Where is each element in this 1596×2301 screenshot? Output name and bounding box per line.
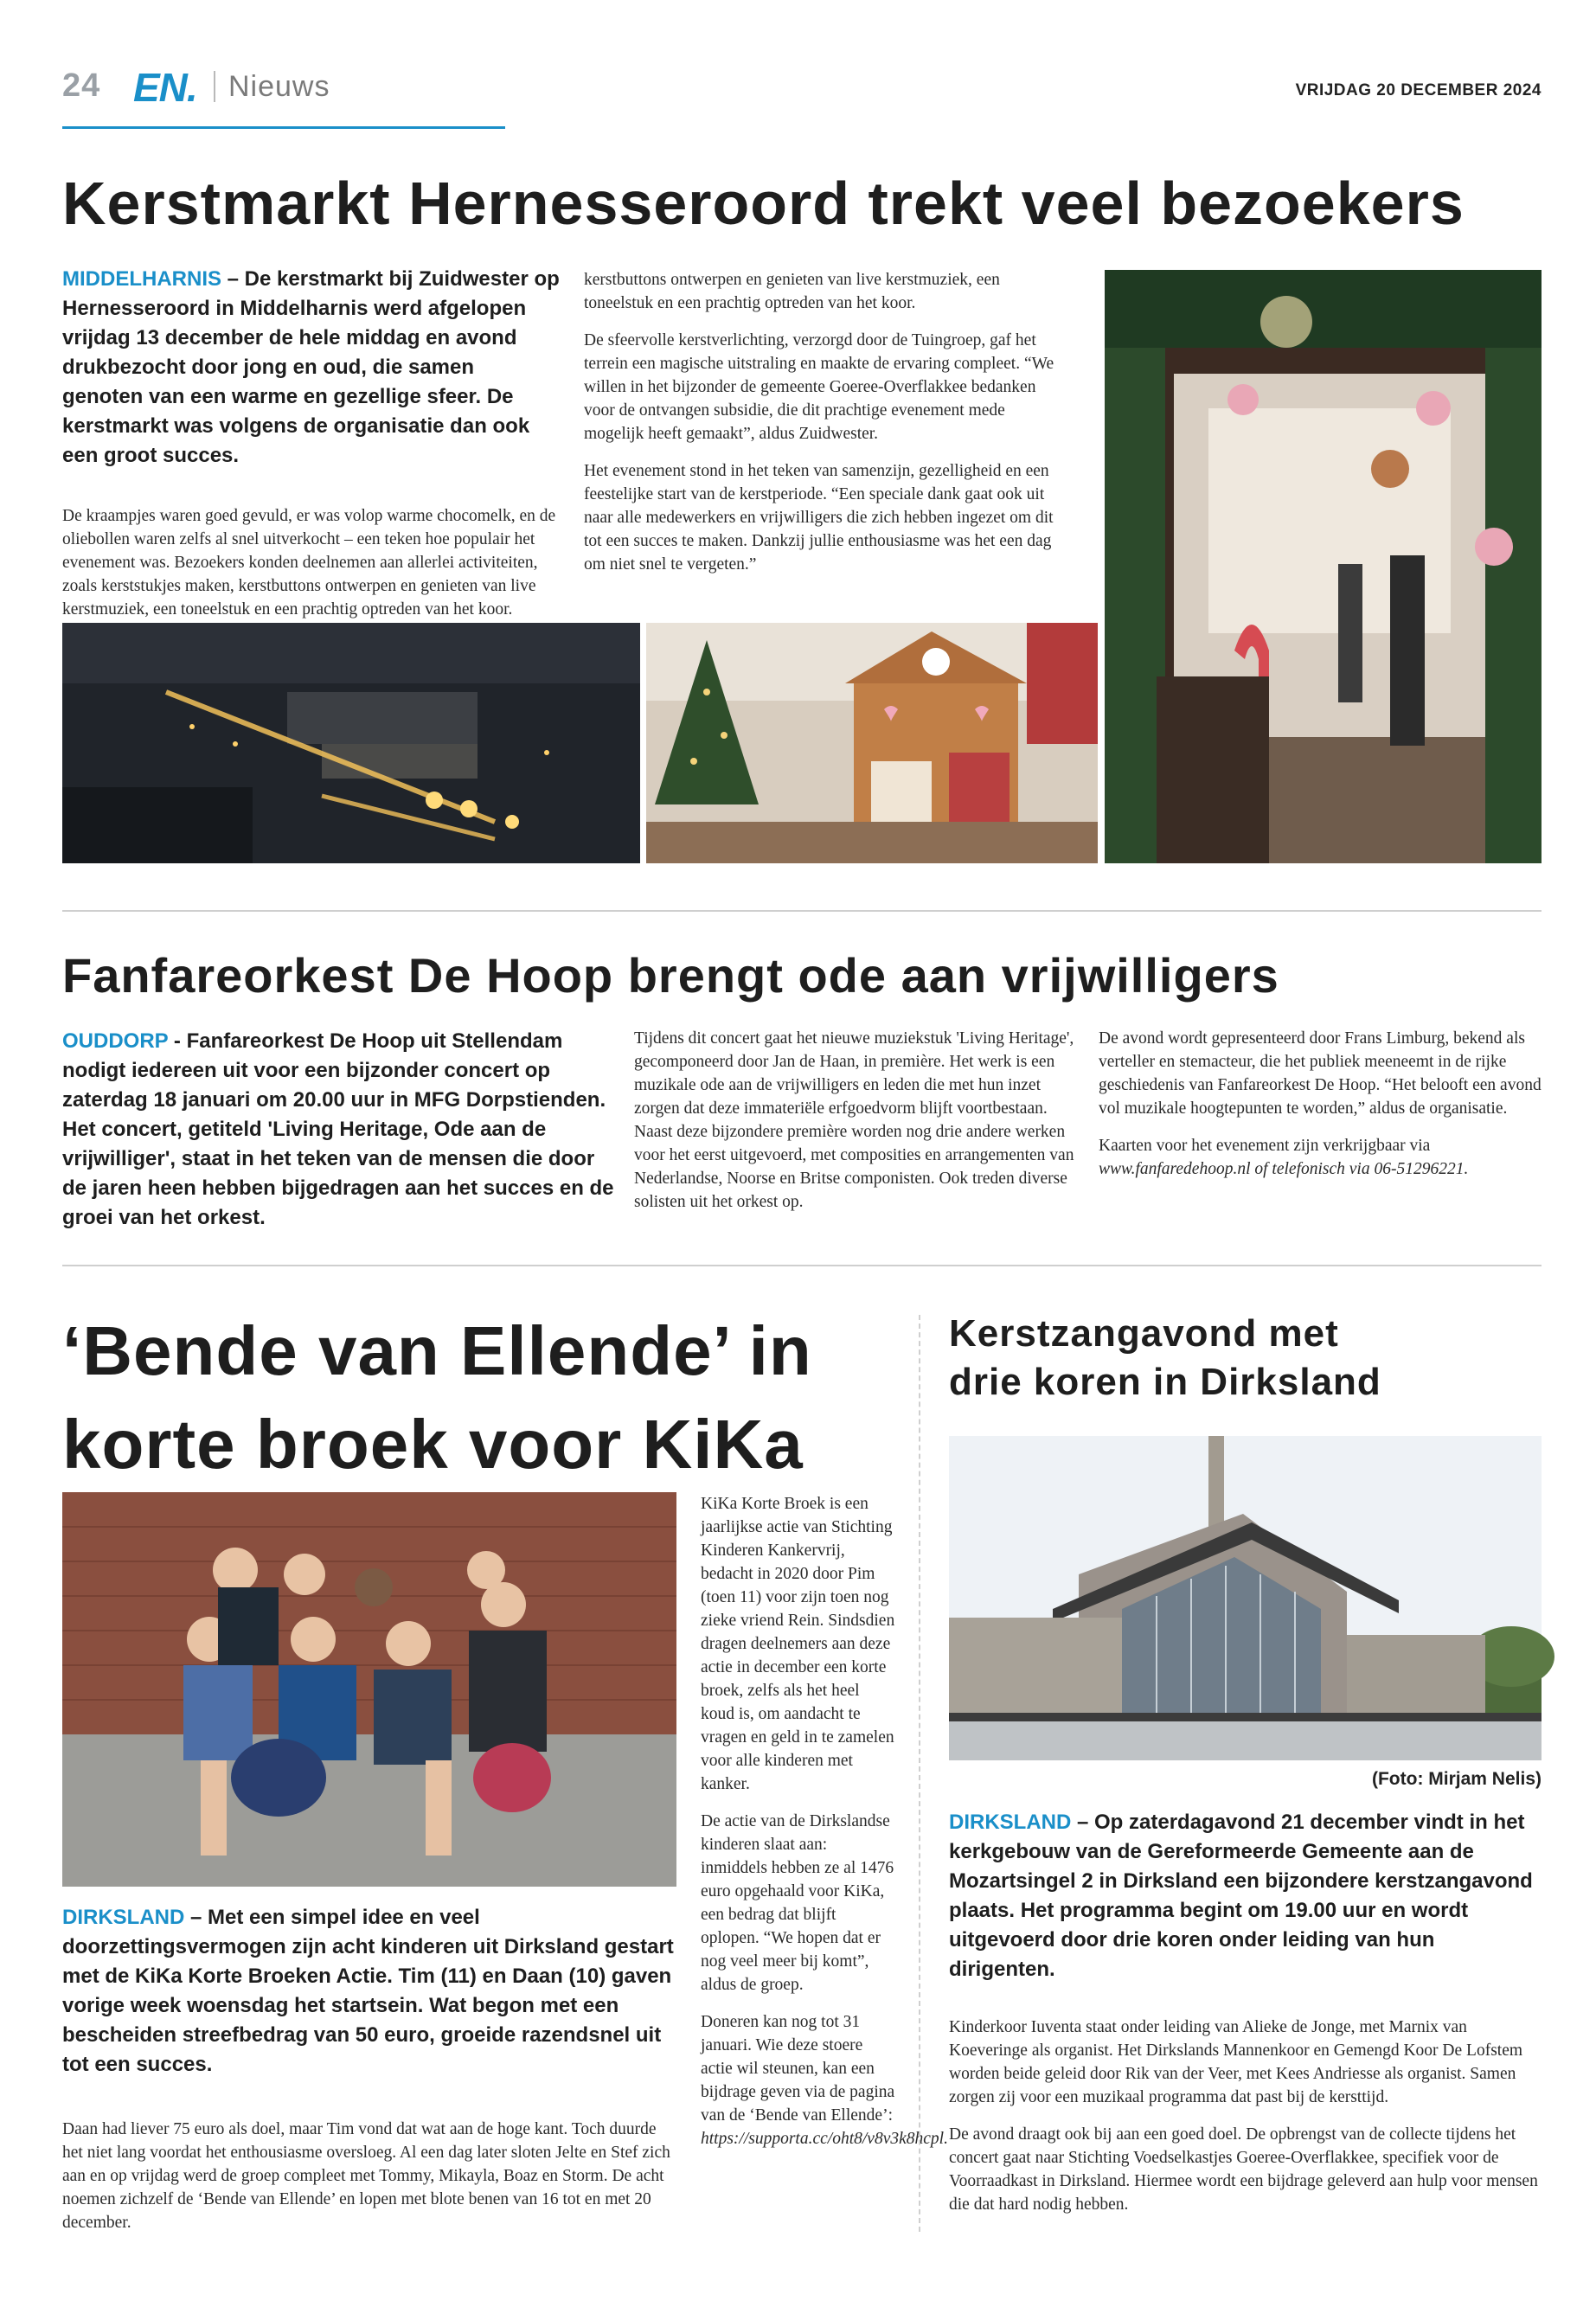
masthead-rule (62, 126, 505, 129)
article1-paragraph-1-cont: kerstbuttons ontwerpen en genieten van live kerstmuziek, een toneelstuk en een prachtig optreden van het koor. (584, 271, 1000, 312)
article1-paragraph-1: De kraampjes waren goed gevuld, er was volop warme chocomelk, en de oliebollen waren zelfs al snel uitverkocht – een teken hoe populair het evenement was. Bezoekers konden deelnemen aan allerlei activiteiten, zoals kerststukjes maken, kerstbuttons ontwerpen en genieten van live kerstmuziek, een toneelstuk en een prachtig optreden van het koor. (62, 507, 556, 619)
section-divider (62, 1265, 1542, 1266)
issue-date: VRIJDAG 20 DECEMBER 2024 (1295, 81, 1542, 99)
article4-headline: Kerstzangavond met drie koren in Dirksland (949, 1312, 1381, 1403)
article4-dateline: DIRKSLAND (949, 1811, 1072, 1834)
article3-sidebar (701, 1492, 948, 2164)
article2-headline: Fanfareorkest De Hoop brengt ode aan vrijwilligers (62, 948, 1279, 1003)
aerial-night-photo (62, 623, 640, 863)
article3-side-1: KiKa Korte Broek is een jaarlijkse actie van Stichting Kinderen Kankervrij, bedacht in 2020 door Pim (toen 11) voor zijn toen nog zieke vriend Rein. Sindsdien dragen deelnemers aan deze actie in december een korte broek, zelfs als het heel koud is, om aandacht te vragen en geld in te zamelen voor alle kinderen met kanker. (701, 1495, 895, 1793)
article3-lead: DIRKSLAND – Met een simpel idee en veel doorzettingsvermogen zijn acht kinderen uit Dirksland gestart met de KiKa Korte Broeken Actie. Tim (11) en Daan (10) gaven vorige week woensdag het startsein. Wat begon met een bescheiden streefbedrag van 50 euro, groeide razendsnel uit tot een succes. (62, 1906, 674, 2076)
article3-donation-link[interactable]: https://supporta.cc/oht8/v8v3k8hcpl. (701, 2130, 948, 2148)
brand-logo[interactable]: EN. (133, 65, 197, 110)
article4-paragraph-2: De avond draagt ook bij aan een goed doel. De opbrengst van de collecte tijdens het concert gaat naar Stichting Voedselkastjes Goeree-Overflakkee, specifiek voor de Voorraadkast in Dirksland. Hiermee wordt een bijdrage geleverd aan hulp voor mensen die dat hard nodig hebben. (949, 2125, 1538, 2214)
article3-headline: ‘Bende van Ellende’ in korte broek voor KiKa (62, 1312, 812, 1483)
church-photo (949, 1436, 1542, 1760)
article1-lead: MIDDELHARNIS – De kerstmarkt bij Zuidwester op Hernesseroord in Middelharnis werd afgelopen vrijdag 13 december de hele middag en avond drukbezocht door jong en oud, die samen genoten van een warme en gezellige sfeer. De kerstmarkt was volgens de organisatie dan ook een groot succes. (62, 267, 560, 467)
article2-paragraph-1: Tijdens dit concert gaat het nieuwe muziekstuk 'Living Heritage', gecomponeerd door Jan de Haan, in première. Het werk is een muzikale ode aan de vrijwilligers en leden die met hun inzet zorgen dat deze immateriële erfgoedvorm blijft voortbestaan. Naast deze bijzondere première worden nog drie andere werken voor het eerst uitgevoerd, met composities en arrangementen van Nederlandse, Noorse en Britse componisten. Ook treden diverse solisten uit het orkest op. (634, 1029, 1074, 1211)
divider (214, 71, 215, 102)
column-divider (919, 1315, 920, 2232)
masthead (62, 62, 1542, 114)
article2-paragraph-3: Kaarten voor het evenement zijn verkrijgbaar via www.fanfaredehoop.nl of telefonisch via 06-51296221. (1099, 1137, 1469, 1178)
section-divider (62, 910, 1542, 912)
article1-paragraph-3: Het evenement stond in het teken van samenzijn, gezelligheid en een feestelijke start van de kerstperiode. “Een speciale dank gaat ook uit naar alle medewerkers en vrijwilligers die zich hebben ingezet om dit tot een succes te maken. Dankzij jullie enthousiasme was het een dag om niet snel te vergeten.” (584, 462, 1054, 574)
article3-side-2: De actie van de Dirkslandse kinderen slaat aan: inmiddels hebben ze al 1476 euro opgehaald voor KiKa, een bedrag dat blijft oplopen. “We hopen dat er nog veel meer bij komt”, aldus de groep. (701, 1812, 894, 1994)
gingerbread-house-photo (646, 623, 1098, 863)
article2-paragraph-2: De avond wordt gepresenteerd door Frans Limburg, bekend als verteller en stemacteur, die het publiek meeneemt in de rijke geschiedenis van Fanfareorkest De Hoop. “Het belooft een avond vol muzikale hoogtepunten te worden,” aldus de organisatie. (1099, 1029, 1542, 1118)
kids-group-photo (62, 1492, 676, 1887)
article2-col3 (1099, 1027, 1542, 1195)
article3-dateline: DIRKSLAND (62, 1906, 185, 1929)
article1-headline: Kerstmarkt Hernesseroord trekt veel bezoekers (62, 170, 1465, 237)
section-label[interactable]: Nieuws (228, 70, 330, 103)
article2-dateline: OUDDORP (62, 1029, 169, 1053)
article4-lead: DIRKSLAND – Op zaterdagavond 21 december vindt in het kerkgebouw van de Gereformeerde Gemeente aan de Mozartsingel 2 in Dirksland een bijzondere kerstzangavond plaats. Het programma begint om 19.00 uur en wordt uitgevoerd door drie koren onder leiding van hun dirigenten. (949, 1811, 1533, 1981)
article1-paragraph-2: De sfeervolle kerstverlichting, verzorgd door de Tuingroep, gaf het terrein een magische uitstraling en maakte de ervaring compleet. “We willen in het bijzonder de gemeente Goeree-Overflakkee bedanken voor de ontvangen subsidie, die dit prachtige evenement mede mogelijk heeft gemaakt”, aldus Zuidwester. (584, 331, 1054, 443)
article4-body (949, 2016, 1542, 2230)
article1-col2 (584, 268, 1068, 590)
article3-col1 (62, 2118, 676, 2248)
article3-paragraph-1: Daan had liever 75 euro als doel, maar Tim vond dat wat aan de hoge kant. Toch duurde het niet lang voordat het enthousiasme oversloeg. Al een dag later sloten Jelte en Stef zich aan en op vrijdag werd de groep compleet met Tommy, Mikayla, Boaz en Storm. De acht noemen zichzelf de ‘Bende van Ellende’ en lopen met blote benen van 16 tot en met 20 december. (62, 2120, 670, 2232)
page-number: 24 (62, 67, 101, 104)
interior-market-photo (1105, 270, 1542, 863)
article2-lead: OUDDORP - Fanfareorkest De Hoop uit Stellendam nodigt iedereen uit voor een bijzonder concert op zaterdag 18 januari om 20.00 uur in MFG Dorpstienden. Het concert, getiteld 'Living Heritage, Ode aan de vrijwilliger', staat in het teken van de mensen die door de jaren heen hebben bijgedragen aan het succes en de groei van het orkest. (62, 1029, 614, 1229)
article1-dateline: MIDDELHARNIS (62, 267, 221, 291)
article4-photo-caption: (Foto: Mirjam Nelis) (1371, 1769, 1542, 1789)
article3-side-3: Doneren kan nog tot 31 januari. Wie deze stoere actie wil steunen, kan een bijdrage geven via de pagina van de ‘Bende van Ellende’: https://supporta.cc/oht8/v8v3k8hcpl. (701, 2013, 948, 2148)
article2-col2 (634, 1027, 1075, 1227)
article1-col1 (62, 504, 560, 619)
article4-paragraph-1: Kinderkoor Iuventa staat onder leiding van Alieke de Jonge, met Marnix van Koeveringe als organist. Het Dirkslands Mannenkoor en Gemengd Koor De Lofstem worden beide geleid door Rik van der Veer, met Kees Andriesse als organist. Samen zorgen zij voor een muzikaal programma dat past bij de kersttijd. (949, 2018, 1523, 2106)
article2-ticket-link[interactable]: www.fanfaredehoop.nl of telefonisch via 06-51296221. (1099, 1160, 1469, 1178)
